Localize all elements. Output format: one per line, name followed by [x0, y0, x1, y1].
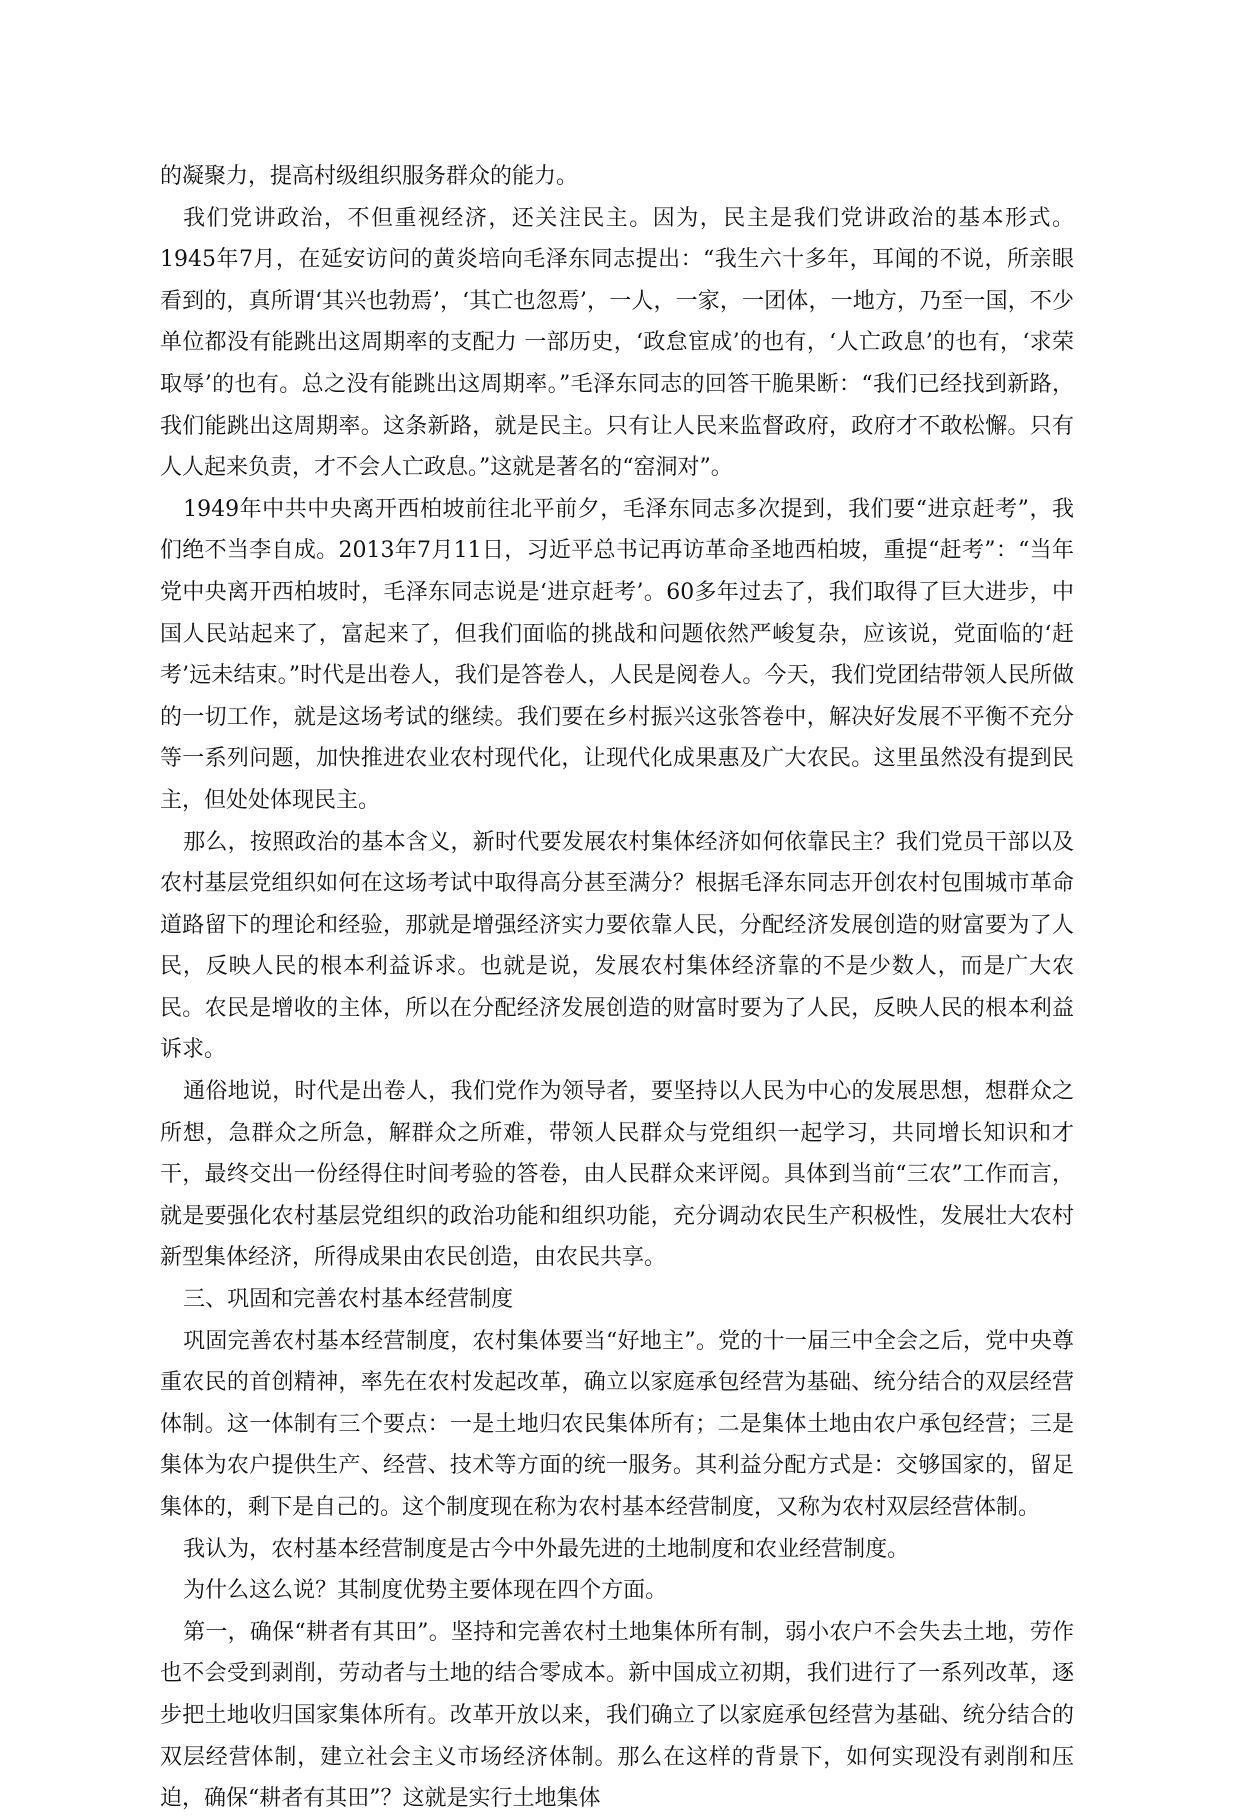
paragraph-exam: 1949年中共中央离开西柏坡前往北平前夕，毛泽东同志多次提到，我们要“进京赶考”，我们绝不当李自成。2013年7月11日，习近平总书记再访革命圣地西柏坡，重提“赶考”：“当年党中央离开西柏坡时，毛泽东同志说是‘进京赶考’。60多年过去了，我们取得了巨大进步，中国人民站起来了，富起来了，但我们面临的挑战和问题依然严峻复杂，应该说，党面临的‘赶考’远未结束。”时代是出卷人，我们是答卷人，人民是阅卷人。今天，我们党团结带领人民所做的一切工作，就是这场考试的继续。我们要在乡村振兴这张答卷中，解决好发展不平衡不充分等一系列问题，加快推进农业农村现代化，让现代化成果惠及广大农民。这里虽然没有提到民主，但处处体现民主。 — [160, 496, 1074, 813]
section-heading: 三、巩固和完善农村基本经营制度 — [183, 1287, 514, 1313]
paragraph-democracy: 我们党讲政治，不但重视经济，还关注民主。因为，民主是我们党讲政治的基本形式。1945年7月，在延安访问的黄炎培向毛泽东同志提出：“我生六十多年，耳闻的不说，所亲眼看到的，真所谓‘其兴也勃焉’，‘其亡也忽焉’，一人，一家，一团体，一地方，乃至一国，不少单位都没有能跳出这周期率的支配力 一部历史，‘政怠宦成’的也有，‘人亡政息’的也有，‘求荣取辱’的也有。总之没有能跳出这周期率。”毛泽东同志的回答干脆果断：“我们已经找到新路，我们能跳出这周期率。这条新路，就是民主。只有让人民来监督政府，政府才不敢松懈。只有人人起来负责，才不会人亡政息。”这就是著名的“窑洞对”。 — [160, 205, 1074, 481]
paragraph-question: 为什么这么说？其制度优势主要体现在四个方面。 — [183, 1578, 668, 1604]
paragraph-opinion: 我认为，农村基本经营制度是古今中外最先进的土地制度和农业经营制度。 — [183, 1536, 910, 1562]
document-page — [160, 156, 1074, 1820]
paragraph-people-centered: 通俗地说，时代是出卷人，我们党作为领导者，要坚持以人民为中心的发展思想，想群众之所想，急群众之所急，解群众之所难，带领人民群众与党组织一起学习，共同增长知识和才干，最终交出一份经得住时间考验的答卷，由人民群众来评阅。具体到当前“三农”工作而言，就是要强化农村基层党组织的政治功能和组织功能，充分调动农民生产积极性，发展壮大农村新型集体经济，所得成果由农民创造，由农民共享。 — [160, 1079, 1074, 1271]
paragraph-first-point: 第一，确保“耕者有其田”。坚持和完善农村土地集体所有制，弱小农户不会失去土地，劳作也不会受到剥削，劳动者与土地的结合零成本。新中国成立初期，我们进行了一系列改革，逐步把土地收归国家集体所有。改革开放以来，我们确立了以家庭承包经营为基础、统分结合的双层经营体制，建立社会主义市场经济体制。那么在这样的背景下，如何实现没有剥削和压迫，确保“耕者有其田”？这就是实行土地集体 — [160, 1619, 1074, 1812]
paragraph-collective-economy: 那么，按照政治的基本含义，新时代要发展农村集体经济如何依靠民主？我们党员干部以及农村基层党组织如何在这场考试中取得高分甚至满分？根据毛泽东同志开创农村包围城市革命道路留下的理论和经验，那就是增强经济实力要依靠人民，分配经济发展创造的财富要为了人民，反映人民的根本利益诉求。也就是说，发展农村集体经济靠的不是少数人，而是广大农民。农民是增收的主体，所以在分配经济发展创造的财富时要为了人民，反映人民的根本利益诉求。 — [160, 829, 1074, 1063]
paragraph-continuation: 的凝聚力，提高村级组织服务群众的能力。 — [160, 164, 579, 189]
paragraph-basic-system: 巩固完善农村基本经营制度，农村集体要当“好地主”。党的十一届三中全会之后，党中央尊重农民的首创精神，率先在农村发起改革，确立以家庭承包经营为基础、统分结合的双层经营体制。这一体制有三个要点：一是土地归农民集体所有；二是集体土地由农户承包经营；三是集体为农户提供生产、经营、技术等方面的统一服务。其利益分配方式是：交够国家的，留足集体的，剩下是自己的。这个制度现在称为农村基本经营制度，又称为农村双层经营体制。 — [160, 1328, 1074, 1520]
